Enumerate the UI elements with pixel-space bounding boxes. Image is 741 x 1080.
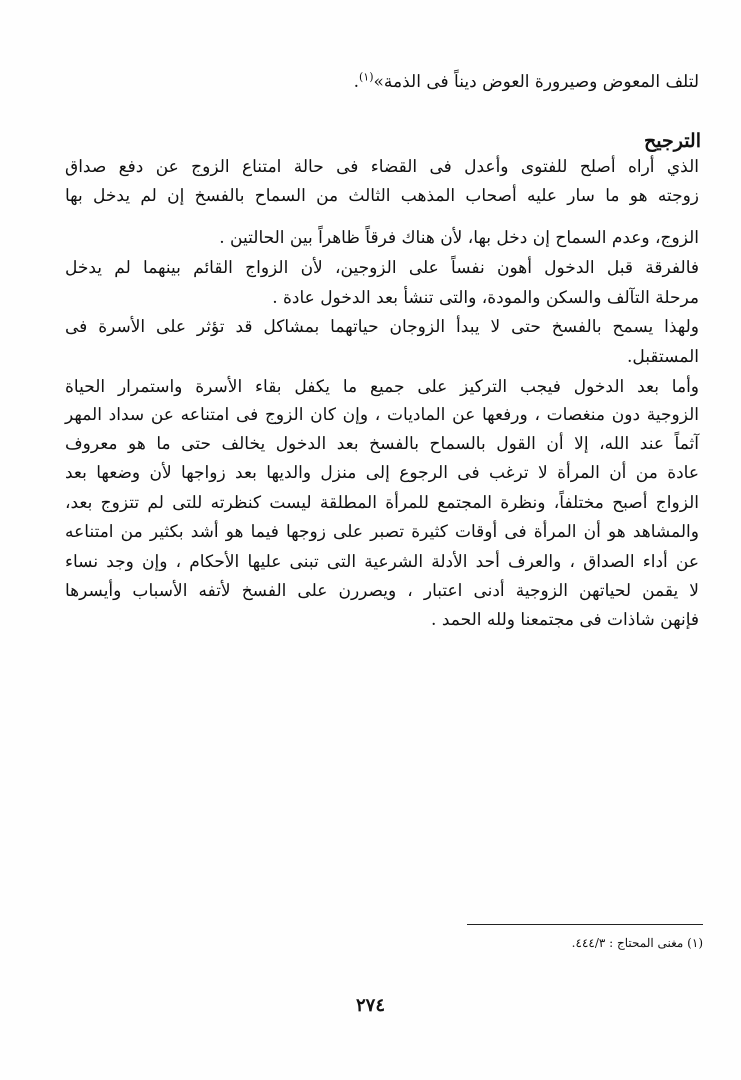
body-line: زوجته هو ما سار عليه أصحاب المذهب الثالث من السماح بالفسخ إن لم يدخل بها [65, 186, 699, 206]
footnote: (١) مغنى المحتاج : ٤٤٤/٣. [571, 936, 703, 950]
page-number: ٢٧٤ [355, 995, 385, 1016]
body-line: لا يقمن لحياتهن الزوجية أدنى اعتبار ، ويصررن على الفسخ لأتفه الأسباب وأيسرها [65, 581, 699, 601]
body-line: فالفرقة قبل الدخول أهون نفساً على الزوجين، لأن الزواج القائم بينهما لم يدخل [65, 258, 699, 278]
intro-line [354, 68, 699, 96]
section-heading: الترجيح [643, 130, 701, 152]
body-line: عادة من أن المرأة لا ترغب فى الرجوع إلى منزل والديها بعد زواجها لأن وضعها بعد [65, 463, 699, 483]
body-line: الزواج أصبح مختلفاً، ونظرة المجتمع للمرأة المطلقة ليست كنظرته للتى لم تتزوج بعد، [65, 493, 699, 513]
intro-text: لتلف المعوض وصيرورة العوض ديناً فى الذمة» [373, 72, 699, 92]
footnote-reference: (١) [358, 70, 374, 84]
footnote-separator [467, 924, 703, 925]
body-line: الزوج، وعدم السماح إن دخل بها، لأن هناك فرقاً ظاهراً بين الحالتين . [219, 228, 699, 248]
intro-end: . [353, 72, 359, 92]
body-line: المستقبل. [626, 347, 699, 367]
body-line: آثماً عند الله، إلا أن القول بالسماح بالفسخ بعد الدخول يخالف حتى ما هو معروف [65, 434, 699, 454]
body-line: فإنهن شاذات فى مجتمعنا ولله الحمد . [431, 610, 699, 630]
body-line: ولهذا يسمح بالفسخ حتى لا يبدأ الزوجان حياتهما بمشاكل قد تؤثر على الأسرة فى [65, 317, 699, 337]
body-line: والمشاهد هو أن المرأة فى أوقات كثيرة تصبر على زوجها فيما هو أشد بكثير من امتناعه [65, 522, 699, 542]
body-line: وأما بعد الدخول فيجب التركيز على جميع ما يكفل بقاء الأسرة واستمرار الحياة [65, 377, 699, 397]
body-line: الذي أراه أصلح للفتوى وأعدل فى القضاء فى حالة امتناع الزوج عن دفع صداق [65, 157, 699, 177]
body-line: مرحلة التآلف والسكن والمودة، والتى تنشأ بعد الدخول عادة . [272, 288, 699, 308]
body-line: عن أداء الصداق ، والعرف أحد الأدلة الشرعية التى تبنى عليها الأحكام ، وإن وجد نساء [65, 552, 699, 572]
body-line: الزوجية دون منغصات ، ورفعها عن الماديات ، وإن كان الزوج فى امتناعه عن سداد المهر [65, 405, 699, 425]
